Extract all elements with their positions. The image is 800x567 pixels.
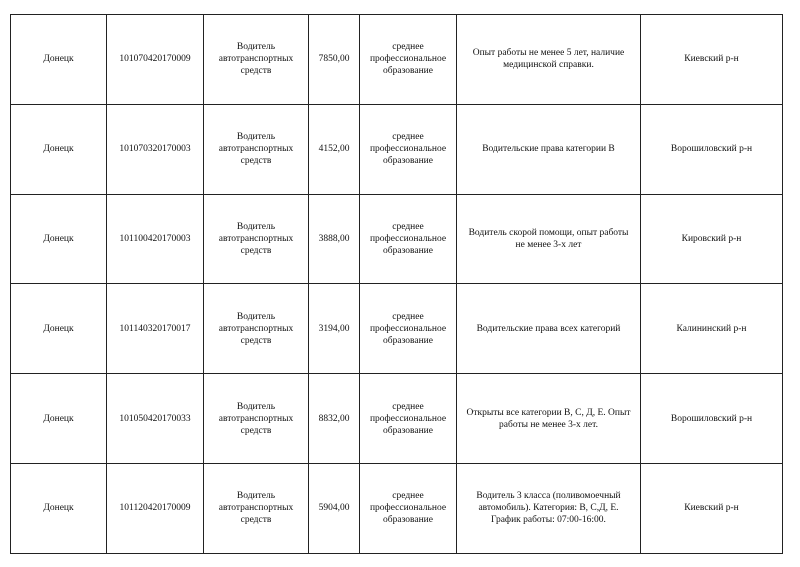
cell-profession: Водитель автотранспортных средств xyxy=(204,194,309,284)
cell-education: среднее профессиональное образование xyxy=(360,104,457,194)
cell-vacancy-code: 101100420170003 xyxy=(107,194,204,284)
cell-vacancy-code: 101050420170033 xyxy=(107,374,204,464)
cell-city: Донецк xyxy=(11,104,107,194)
cell-requirements: Водительские права всех категорий xyxy=(457,284,641,374)
cell-city: Донецк xyxy=(11,463,107,553)
cell-requirements: Водитель 3 класса (поливомоечный автомобиль). Категория: В, С,Д, Е. График работы: 07:00-16:00. xyxy=(457,463,641,553)
cell-district: Киевский р-н xyxy=(641,15,783,105)
cell-district: Киевский р-н xyxy=(641,463,783,553)
table-row xyxy=(11,374,783,464)
cell-profession: Водитель автотранспортных средств xyxy=(204,463,309,553)
table-row xyxy=(11,15,783,105)
cell-vacancy-code: 101070320170003 xyxy=(107,104,204,194)
cell-education: среднее профессиональное образование xyxy=(360,374,457,464)
cell-vacancy-code: 101120420170009 xyxy=(107,463,204,553)
cell-city: Донецк xyxy=(11,194,107,284)
cell-education: среднее профессиональное образование xyxy=(360,284,457,374)
cell-district: Ворошиловский р-н xyxy=(641,104,783,194)
cell-vacancy-code: 101070420170009 xyxy=(107,15,204,105)
cell-salary: 3888,00 xyxy=(309,194,360,284)
table-row xyxy=(11,284,783,374)
table-row xyxy=(11,104,783,194)
vacancies-table xyxy=(10,14,783,554)
cell-requirements: Водительские права категории В xyxy=(457,104,641,194)
table-row xyxy=(11,194,783,284)
cell-district: Кировский р-н xyxy=(641,194,783,284)
cell-profession: Водитель автотранспортных средств xyxy=(204,15,309,105)
cell-city: Донецк xyxy=(11,374,107,464)
cell-city: Донецк xyxy=(11,284,107,374)
cell-salary: 4152,00 xyxy=(309,104,360,194)
table-row xyxy=(11,463,783,553)
cell-salary: 8832,00 xyxy=(309,374,360,464)
cell-salary: 7850,00 xyxy=(309,15,360,105)
cell-profession: Водитель автотранспортных средств xyxy=(204,374,309,464)
cell-requirements: Опыт работы не менее 5 лет, наличие медицинской справки. xyxy=(457,15,641,105)
cell-district: Ворошиловский р-н xyxy=(641,374,783,464)
cell-salary: 3194,00 xyxy=(309,284,360,374)
cell-district: Калининский р-н xyxy=(641,284,783,374)
cell-education: среднее профессиональное образование xyxy=(360,15,457,105)
cell-education: среднее профессиональное образование xyxy=(360,194,457,284)
cell-requirements: Водитель скорой помощи, опыт работы не менее 3-х лет xyxy=(457,194,641,284)
cell-salary: 5904,00 xyxy=(309,463,360,553)
cell-profession: Водитель автотранспортных средств xyxy=(204,104,309,194)
cell-profession: Водитель автотранспортных средств xyxy=(204,284,309,374)
cell-education: среднее профессиональное образование xyxy=(360,463,457,553)
cell-requirements: Открыты все категории В, С, Д, Е. Опыт работы не менее 3-х лет. xyxy=(457,374,641,464)
cell-city: Донецк xyxy=(11,15,107,105)
cell-vacancy-code: 101140320170017 xyxy=(107,284,204,374)
